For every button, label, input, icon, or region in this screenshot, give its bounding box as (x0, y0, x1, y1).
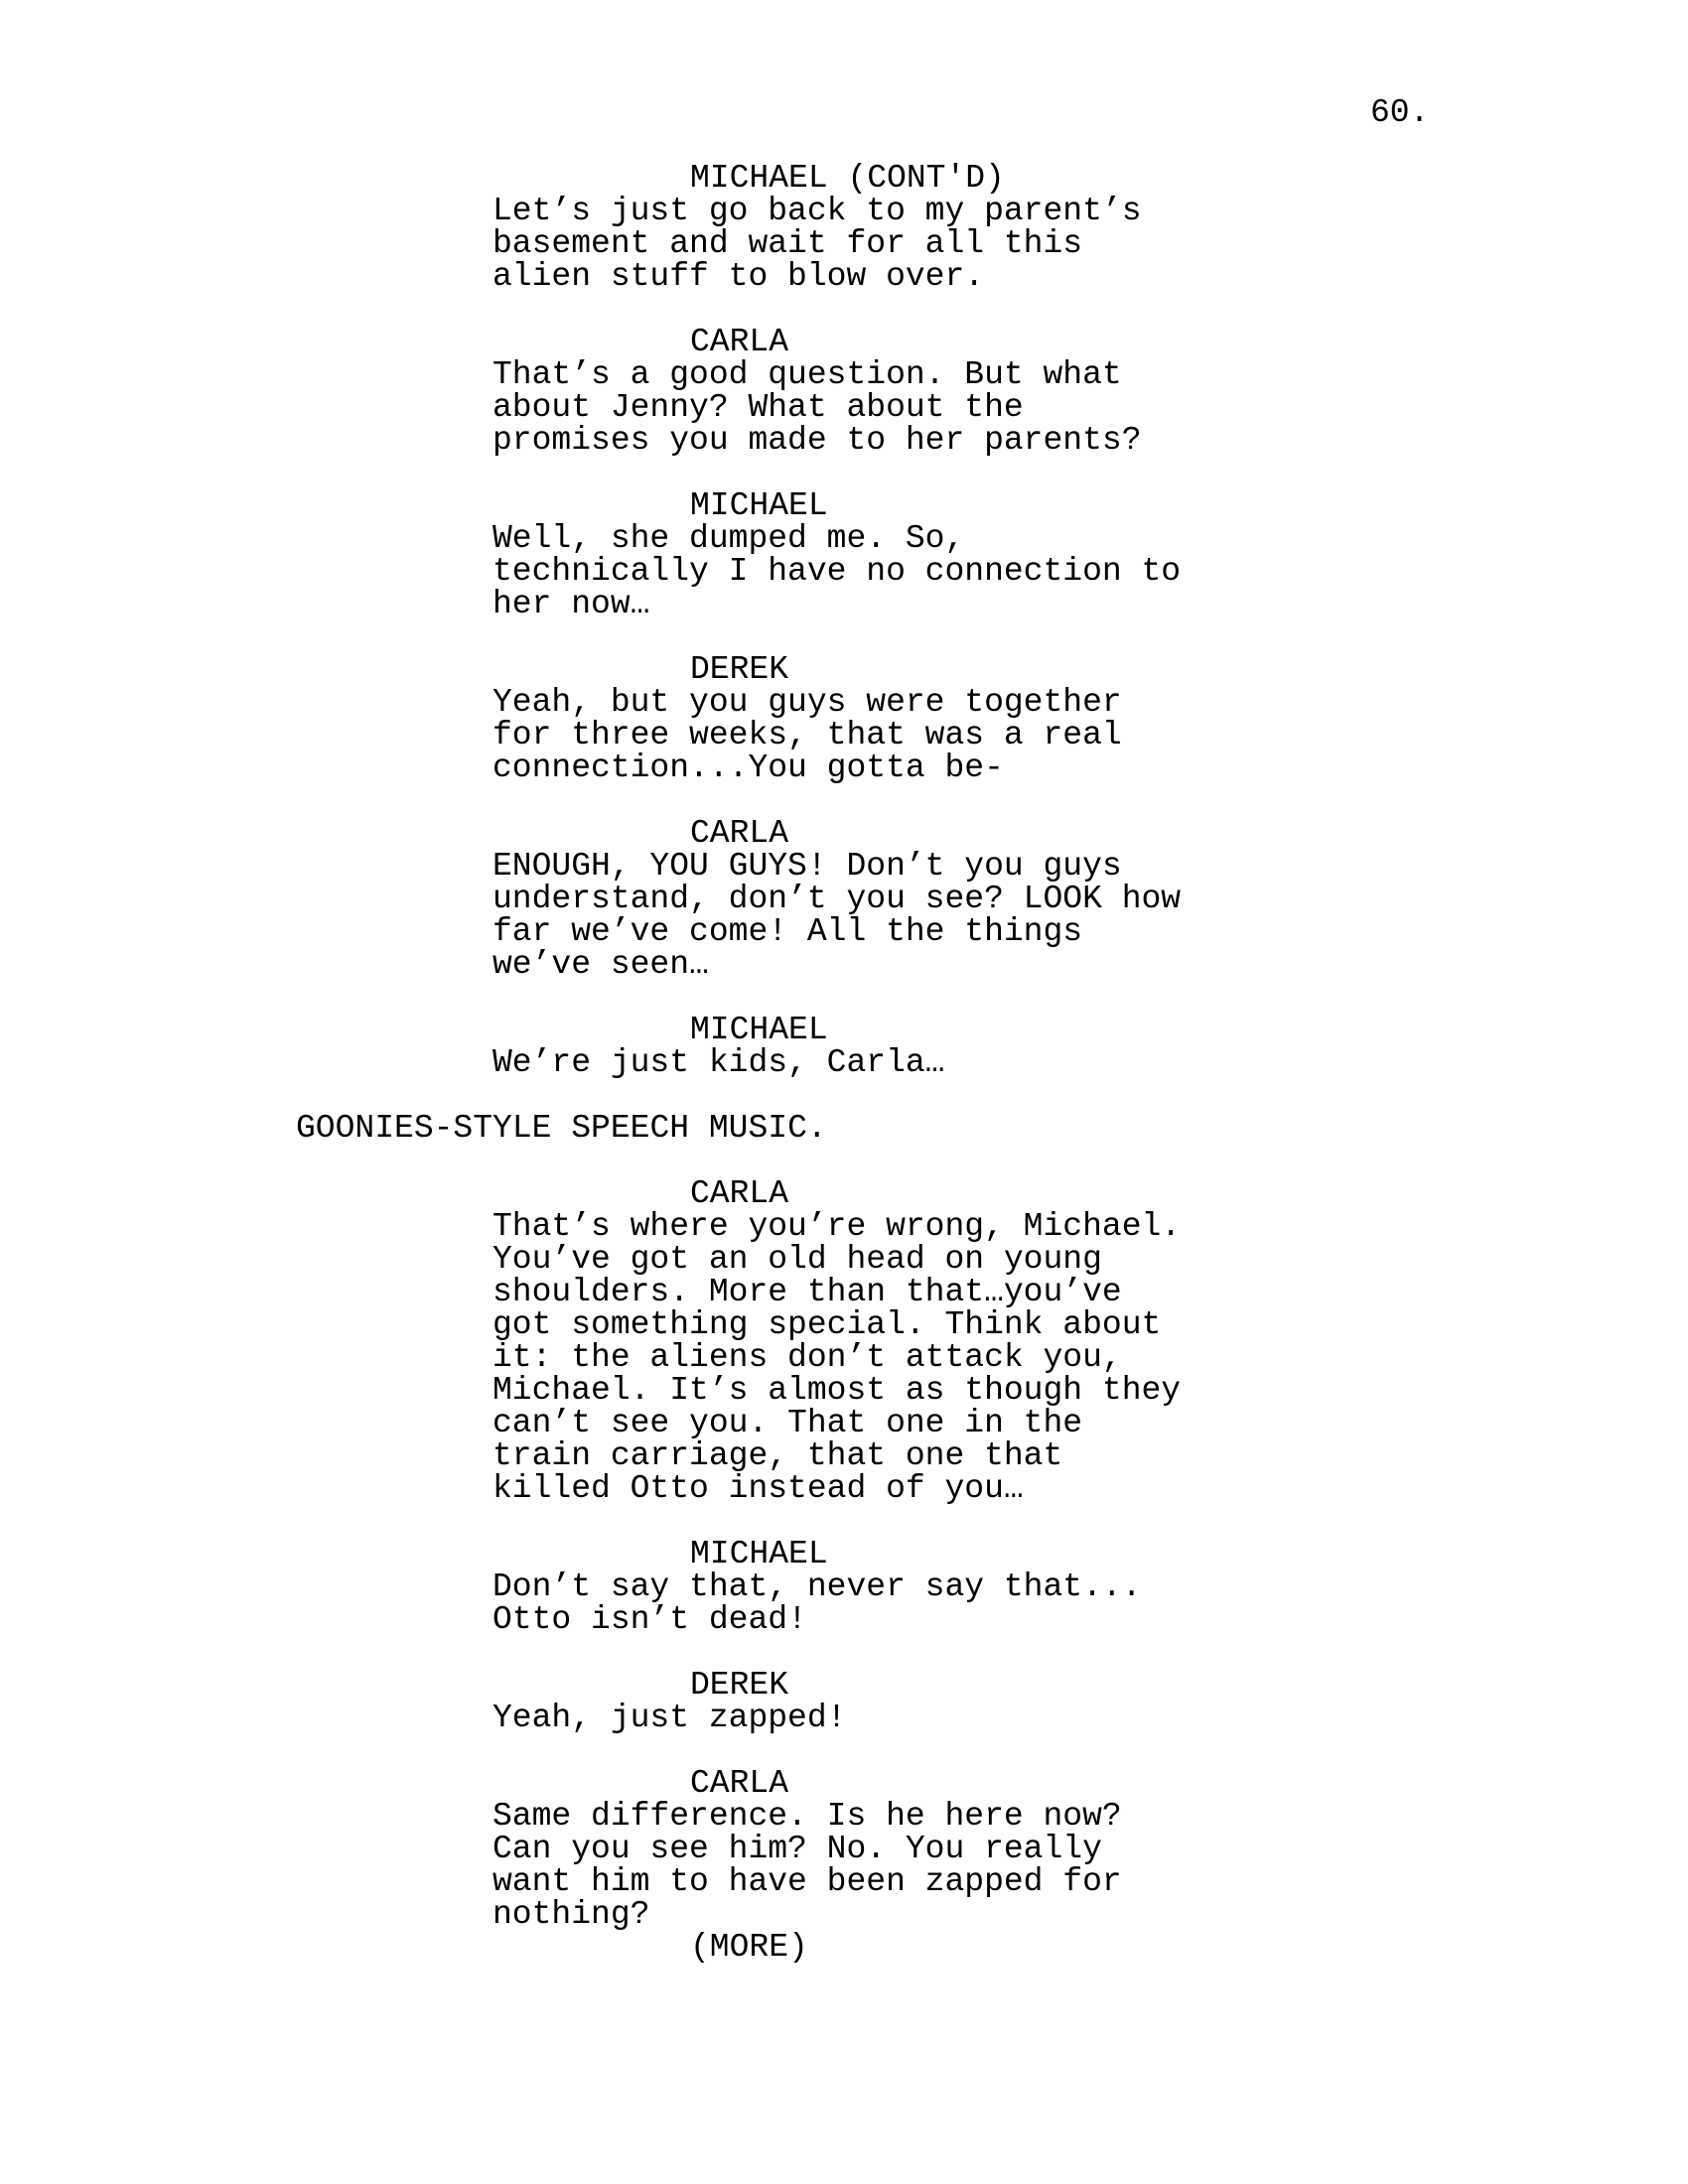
dialogue-line: alien stuff to blow over. (492, 258, 985, 295)
dialogue-line: Yeah, just zapped! (492, 1700, 847, 1736)
more-marker: (MORE) (690, 1929, 808, 1966)
dialogue-line: got something special. Think about (492, 1306, 1162, 1343)
dialogue-line: far we’ve come! All the things (492, 913, 1083, 950)
character-name: MICHAEL (690, 1012, 828, 1048)
character-name: CARLA (690, 815, 789, 852)
action-line: GOONIES-STYLE SPEECH MUSIC. (296, 1110, 827, 1147)
dialogue-line: Let’s just go back to my parent’s (492, 193, 1142, 229)
dialogue-line: Yeah, but you guys were together (492, 684, 1122, 721)
dialogue-line: promises you made to her parents? (492, 422, 1142, 459)
dialogue-line: Don’t say that, never say that... (492, 1569, 1142, 1605)
dialogue-line: we’ve seen… (492, 946, 709, 983)
page-number: 60. (1370, 94, 1430, 131)
dialogue-line: Same difference. Is he here now? (492, 1798, 1122, 1835)
dialogue-line: basement and wait for all this (492, 225, 1083, 262)
dialogue-line: nothing? (492, 1896, 650, 1933)
dialogue-line: can’t see you. That one in the (492, 1405, 1083, 1441)
character-name: MICHAEL (CONT'D) (690, 160, 1005, 197)
dialogue-line: shoulders. More than that…you’ve (492, 1274, 1122, 1310)
character-name: CARLA (690, 1175, 789, 1212)
dialogue-line: connection...You gotta be- (492, 750, 1004, 786)
dialogue-line: understand, don’t you see? LOOK how (492, 881, 1182, 917)
dialogue-line: ENOUGH, YOU GUYS! Don’t you guys (492, 848, 1122, 885)
dialogue-line: Michael. It’s almost as though they (492, 1372, 1182, 1409)
dialogue-line: You’ve got an old head on young (492, 1241, 1102, 1278)
dialogue-line: want him to have been zapped for (492, 1863, 1122, 1900)
dialogue-line: her now… (492, 586, 650, 622)
dialogue-line: Otto isn’t dead! (492, 1601, 807, 1638)
dialogue-line: it: the aliens don’t attack you, (492, 1339, 1122, 1376)
character-name: DEREK (690, 1667, 789, 1704)
dialogue-line: train carriage, that one that (492, 1437, 1063, 1474)
dialogue-line: for three weeks, that was a real (492, 717, 1122, 753)
character-name: DEREK (690, 651, 789, 688)
dialogue-line: technically I have no connection to (492, 553, 1182, 590)
dialogue-line: Can you see him? No. You really (492, 1831, 1102, 1867)
dialogue-line: about Jenny? What about the (492, 389, 1024, 426)
dialogue-line: That’s where you’re wrong, Michael. (492, 1208, 1182, 1245)
character-name: CARLA (690, 1765, 789, 1802)
dialogue-line: Well, she dumped me. So, (492, 520, 965, 557)
dialogue-line: killed Otto instead of you… (492, 1470, 1024, 1507)
character-name: MICHAEL (690, 1536, 828, 1572)
character-name: MICHAEL (690, 487, 828, 524)
dialogue-line: That’s a good question. But what (492, 356, 1122, 393)
character-name: CARLA (690, 324, 789, 360)
dialogue-line: We’re just kids, Carla… (492, 1044, 945, 1081)
